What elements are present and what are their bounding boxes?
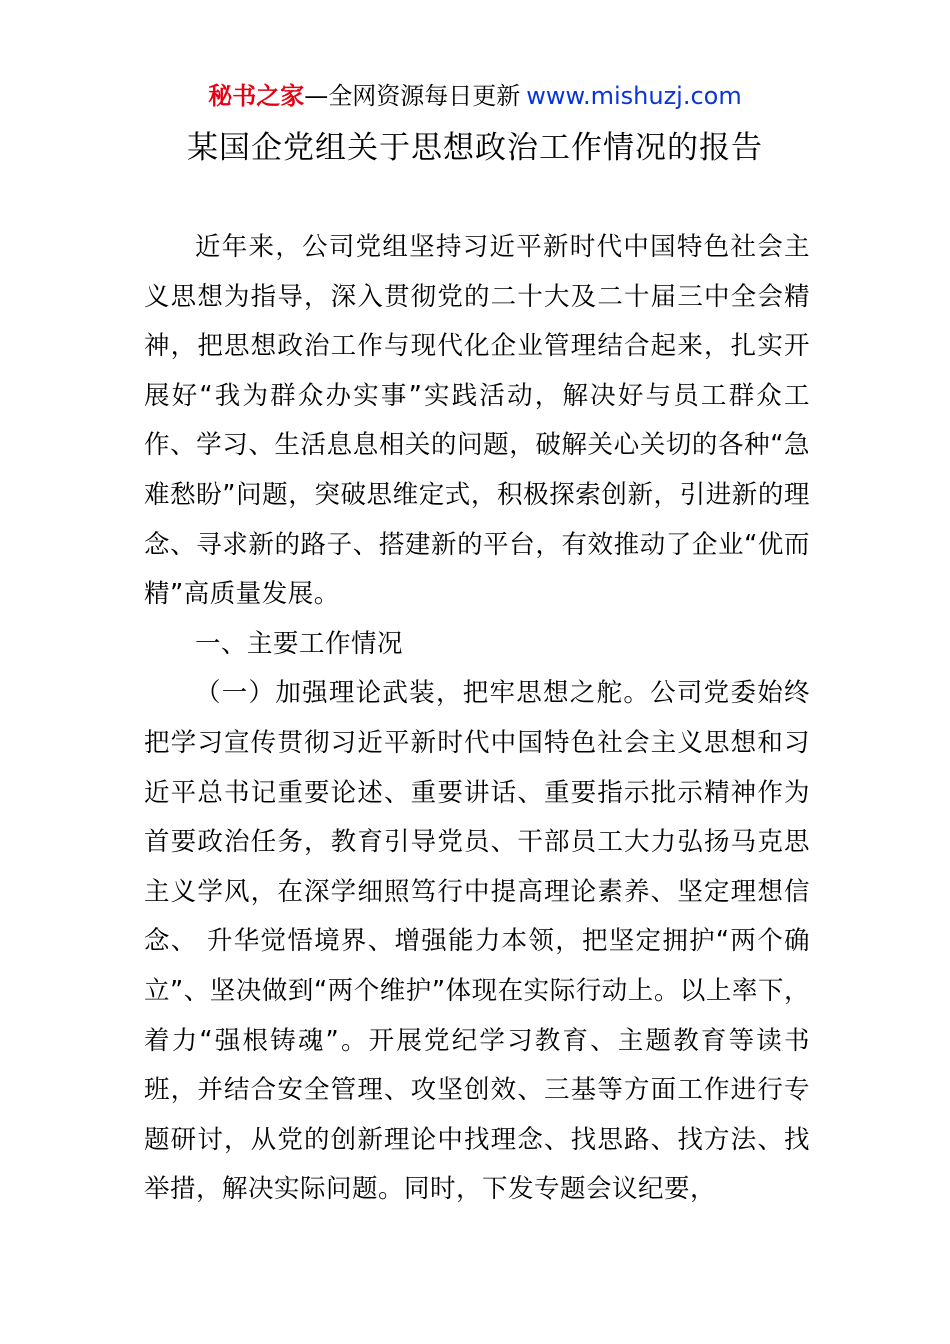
site-header — [0, 78, 950, 114]
subsection-paragraph: （一）加强理论武装，把牢思想之舵。公司党委始终把学习宣传贯彻习近平新时代中国特色社会主义思想和习近平总书记重要论述、重要讲话、重要指示批示精神作为首要政治任务，教育引导党员、干部员工大力弘扬马克思主义学风，在深学细照笃行中提高理论素养、坚定理想信念、 升华觉悟境界、增强能力本领，把坚定拥护“两个确立”、坚决做到“两个维护”体现在实际行动上。以上率下，着力“强根铸魂”。开展党纪学习教育、主题教育等读书班，并结合安全管理、攻坚创效、三基等方面工作进行专题研讨，从党的创新理论中找理念、找思路、找方法、找举措，解决实际问题。同时，下发专题会议纪要， — [144, 678, 810, 1205]
document-title: 某国企党组关于思想政治工作情况的报告 — [187, 130, 763, 166]
section-heading: 一、主要工作情况 — [195, 628, 404, 659]
site-url-link[interactable]: www.mishuzj.com — [526, 82, 742, 110]
intro-paragraph: 近年来，公司党组坚持习近平新时代中国特色社会主义思想为指导，深入贯彻党的二十大及二十届三中全会精神，把思想政治工作与现代化企业管理结合起来，扎实开展好“我为群众办实事”实践活动，解决好与员工群众工作、学习、生活息息相关的问题，破解关心关切的各种“急难愁盼”问题，突破思维定式，积极探索创新，引进新的理念、寻求新的路子、搭建新的平台，有效推动了企业“优而精”高质量发展。 — [144, 232, 810, 610]
brand-name: 秘书之家 — [208, 82, 305, 110]
document-body — [144, 223, 810, 1215]
header-tagline: —全网资源每日更新 — [304, 82, 521, 110]
